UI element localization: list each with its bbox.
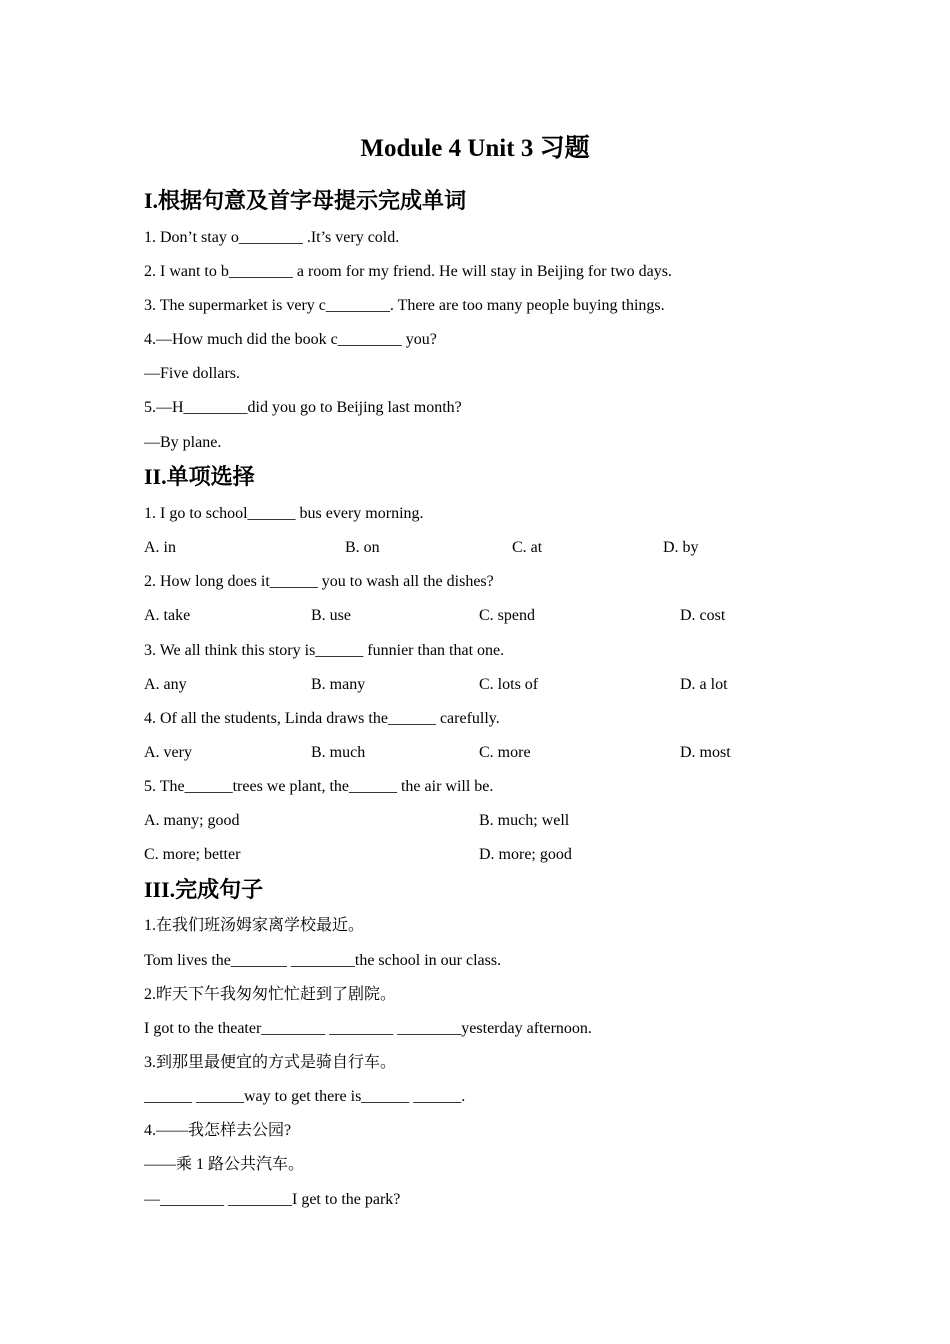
s3-line-3: 2.昨天下午我匆匆忙忙赶到了剧院。 bbox=[144, 986, 397, 1003]
s2-q1-option-b: B. on bbox=[345, 539, 380, 556]
section-3-heading: III.完成句子 bbox=[144, 877, 264, 902]
s2-q5-option-c: C. more; better bbox=[144, 846, 241, 863]
s2-q2-option-d: D. cost bbox=[680, 607, 726, 624]
section-1-heading: I.根据句意及首字母提示完成单词 bbox=[144, 188, 467, 213]
section-2-heading: II.单项选择 bbox=[144, 464, 255, 489]
s2-q3-option-c: C. lots of bbox=[479, 676, 539, 693]
s3-line-8: ——乘 1 路公共汽车。 bbox=[144, 1156, 305, 1173]
s1-line-7: —By plane. bbox=[144, 434, 222, 451]
s2-question-5: 5. The______trees we plant, the______ the air will be. bbox=[144, 778, 494, 795]
s2-question-2: 2. How long does it______ you to wash all the dishes? bbox=[144, 573, 494, 590]
s1-line-4: 4.—How much did the book c________ you? bbox=[144, 331, 437, 348]
s3-line-7: 4.——我怎样去公园? bbox=[144, 1122, 292, 1139]
s2-q3-option-b: B. many bbox=[311, 676, 366, 693]
s1-line-3: 3. The supermarket is very c________. There are too many people buying things. bbox=[144, 297, 665, 314]
s1-line-6: 5.—H________did you go to Beijing last month? bbox=[144, 399, 462, 416]
page-title: Module 4 Unit 3 习题 bbox=[360, 135, 590, 162]
s2-q1-option-d: D. by bbox=[663, 539, 699, 556]
s3-line-2: Tom lives the_______ ________the school in our class. bbox=[144, 952, 502, 969]
s1-line-2: 2. I want to b________ a room for my friend. He will stay in Beijing for two days. bbox=[144, 263, 672, 280]
s2-q4-option-d: D. most bbox=[680, 744, 731, 761]
s2-q4-option-b: B. much bbox=[311, 744, 366, 761]
s3-line-1: 1.在我们班汤姆家离学校最近。 bbox=[144, 917, 365, 934]
s3-line-6: ______ ______way to get there is______ ______. bbox=[144, 1088, 466, 1105]
s2-q2-option-a: A. take bbox=[144, 607, 191, 624]
s3-line-4: I got to the theater________ ________ ________yesterday afternoon. bbox=[144, 1020, 592, 1037]
s2-q3-option-d: D. a lot bbox=[680, 676, 728, 693]
s2-q4-option-a: A. very bbox=[144, 744, 192, 761]
s2-q2-option-b: B. use bbox=[311, 607, 351, 624]
s2-q1-option-c: C. at bbox=[512, 539, 543, 556]
s2-question-3: 3. We all think this story is______ funnier than that one. bbox=[144, 642, 505, 659]
s3-line-5: 3.到那里最便宜的方式是骑自行车。 bbox=[144, 1054, 397, 1071]
s2-q3-option-a: A. any bbox=[144, 676, 187, 693]
s2-q2-option-c: C. spend bbox=[479, 607, 535, 624]
s2-question-4: 4. Of all the students, Linda draws the______ carefully. bbox=[144, 710, 500, 727]
s3-line-9: —________ ________I get to the park? bbox=[144, 1191, 401, 1208]
s2-q1-option-a: A. in bbox=[144, 539, 176, 556]
s1-line-5: —Five dollars. bbox=[144, 365, 240, 382]
s2-question-1: 1. I go to school______ bus every morning. bbox=[144, 505, 424, 522]
s2-q4-option-c: C. more bbox=[479, 744, 531, 761]
s2-q5-option-a: A. many; good bbox=[144, 812, 240, 829]
s1-line-1: 1. Don’t stay o________ .It’s very cold. bbox=[144, 229, 400, 246]
s2-q5-option-b: B. much; well bbox=[479, 812, 570, 829]
s2-q5-option-d: D. more; good bbox=[479, 846, 572, 863]
